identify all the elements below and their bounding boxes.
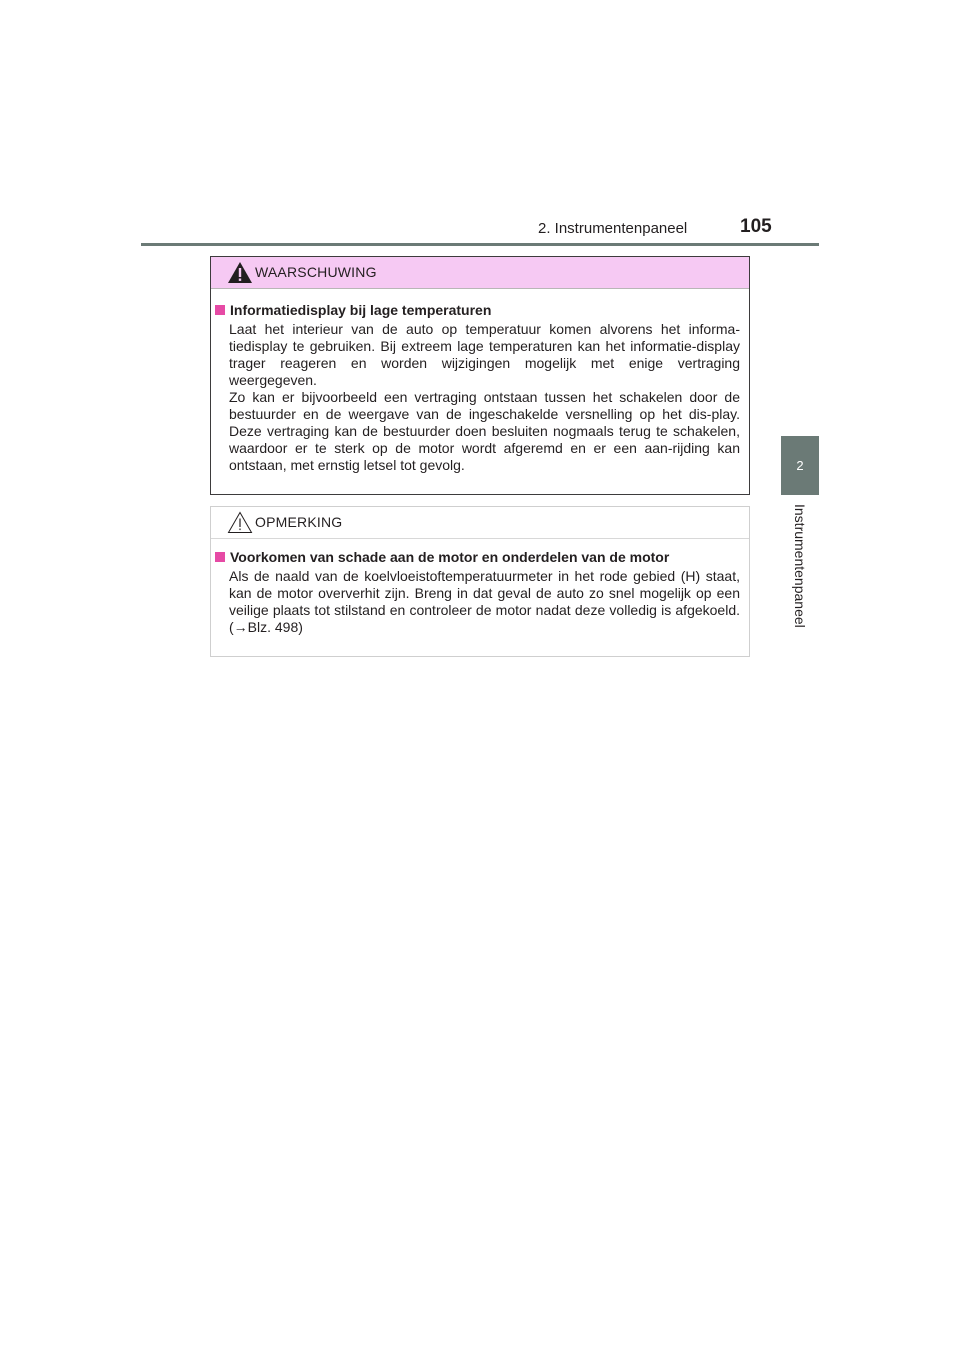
- notice-section-body: [229, 568, 740, 636]
- warning-box: [210, 256, 750, 495]
- notice-box-header: [211, 507, 749, 539]
- notice-box: [210, 506, 750, 657]
- notice-section-heading: [215, 548, 669, 566]
- notice-paragraph: Als de naald van de koelvloeistoftemperatuurmeter in het rode gebied (H) staat, kan de motor oververhit zijn. Breng in dat geval de auto zo snel mogelijk op een veilige plaats tot stilstand en controleer de motor nadat deze volledig is afgekoeld. (→Blz. 498): [229, 568, 740, 635]
- caution-triangle-outline-icon: [227, 511, 253, 534]
- chapter-tab: 2: [781, 436, 819, 495]
- warning-section-heading: [215, 301, 491, 319]
- chapter-title: 2. Instrumentenpaneel: [538, 220, 688, 237]
- warning-section-heading-text: Informatiedisplay bij lage temperaturen: [230, 302, 492, 318]
- warning-paragraph: Zo kan er bijvoorbeeld een vertraging ontstaan tussen het schakelen door de bestuurder en de weergave van de ingeschakelde versnelling op het dis-play. Deze vertraging kan de bestuurder doen besluiten nogmaals terug te schakelen, waardoor er te sterk op de motor wordt afgeremd en er een aan-rijding kan ontstaan, met ernstig letsel tot gevolg.: [229, 389, 740, 473]
- heading-square-marker: [215, 552, 225, 562]
- warning-triangle-icon: [227, 261, 253, 284]
- warning-box-header: [211, 257, 749, 289]
- page-number: 105: [740, 216, 772, 237]
- heading-square-marker: [215, 305, 225, 315]
- notice-box-title: OPMERKING: [255, 514, 343, 530]
- warning-paragraph: Laat het interieur van de auto op temperatuur komen alvorens het informa-tiedisplay te gebruiken. Bij extreem lage temperaturen kan het informatie-display trager reageren en worden wijzigingen mogelijk met enige vertraging weergegeven.: [229, 321, 740, 388]
- notice-section-heading-text: Voorkomen van schade aan de motor en onderdelen van de motor: [230, 549, 670, 565]
- header-rule: [141, 243, 819, 246]
- warning-box-title: WAARSCHUWING: [255, 264, 377, 280]
- warning-section-body: [229, 321, 740, 474]
- chapter-tab-label: Instrumentenpaneel: [792, 504, 808, 628]
